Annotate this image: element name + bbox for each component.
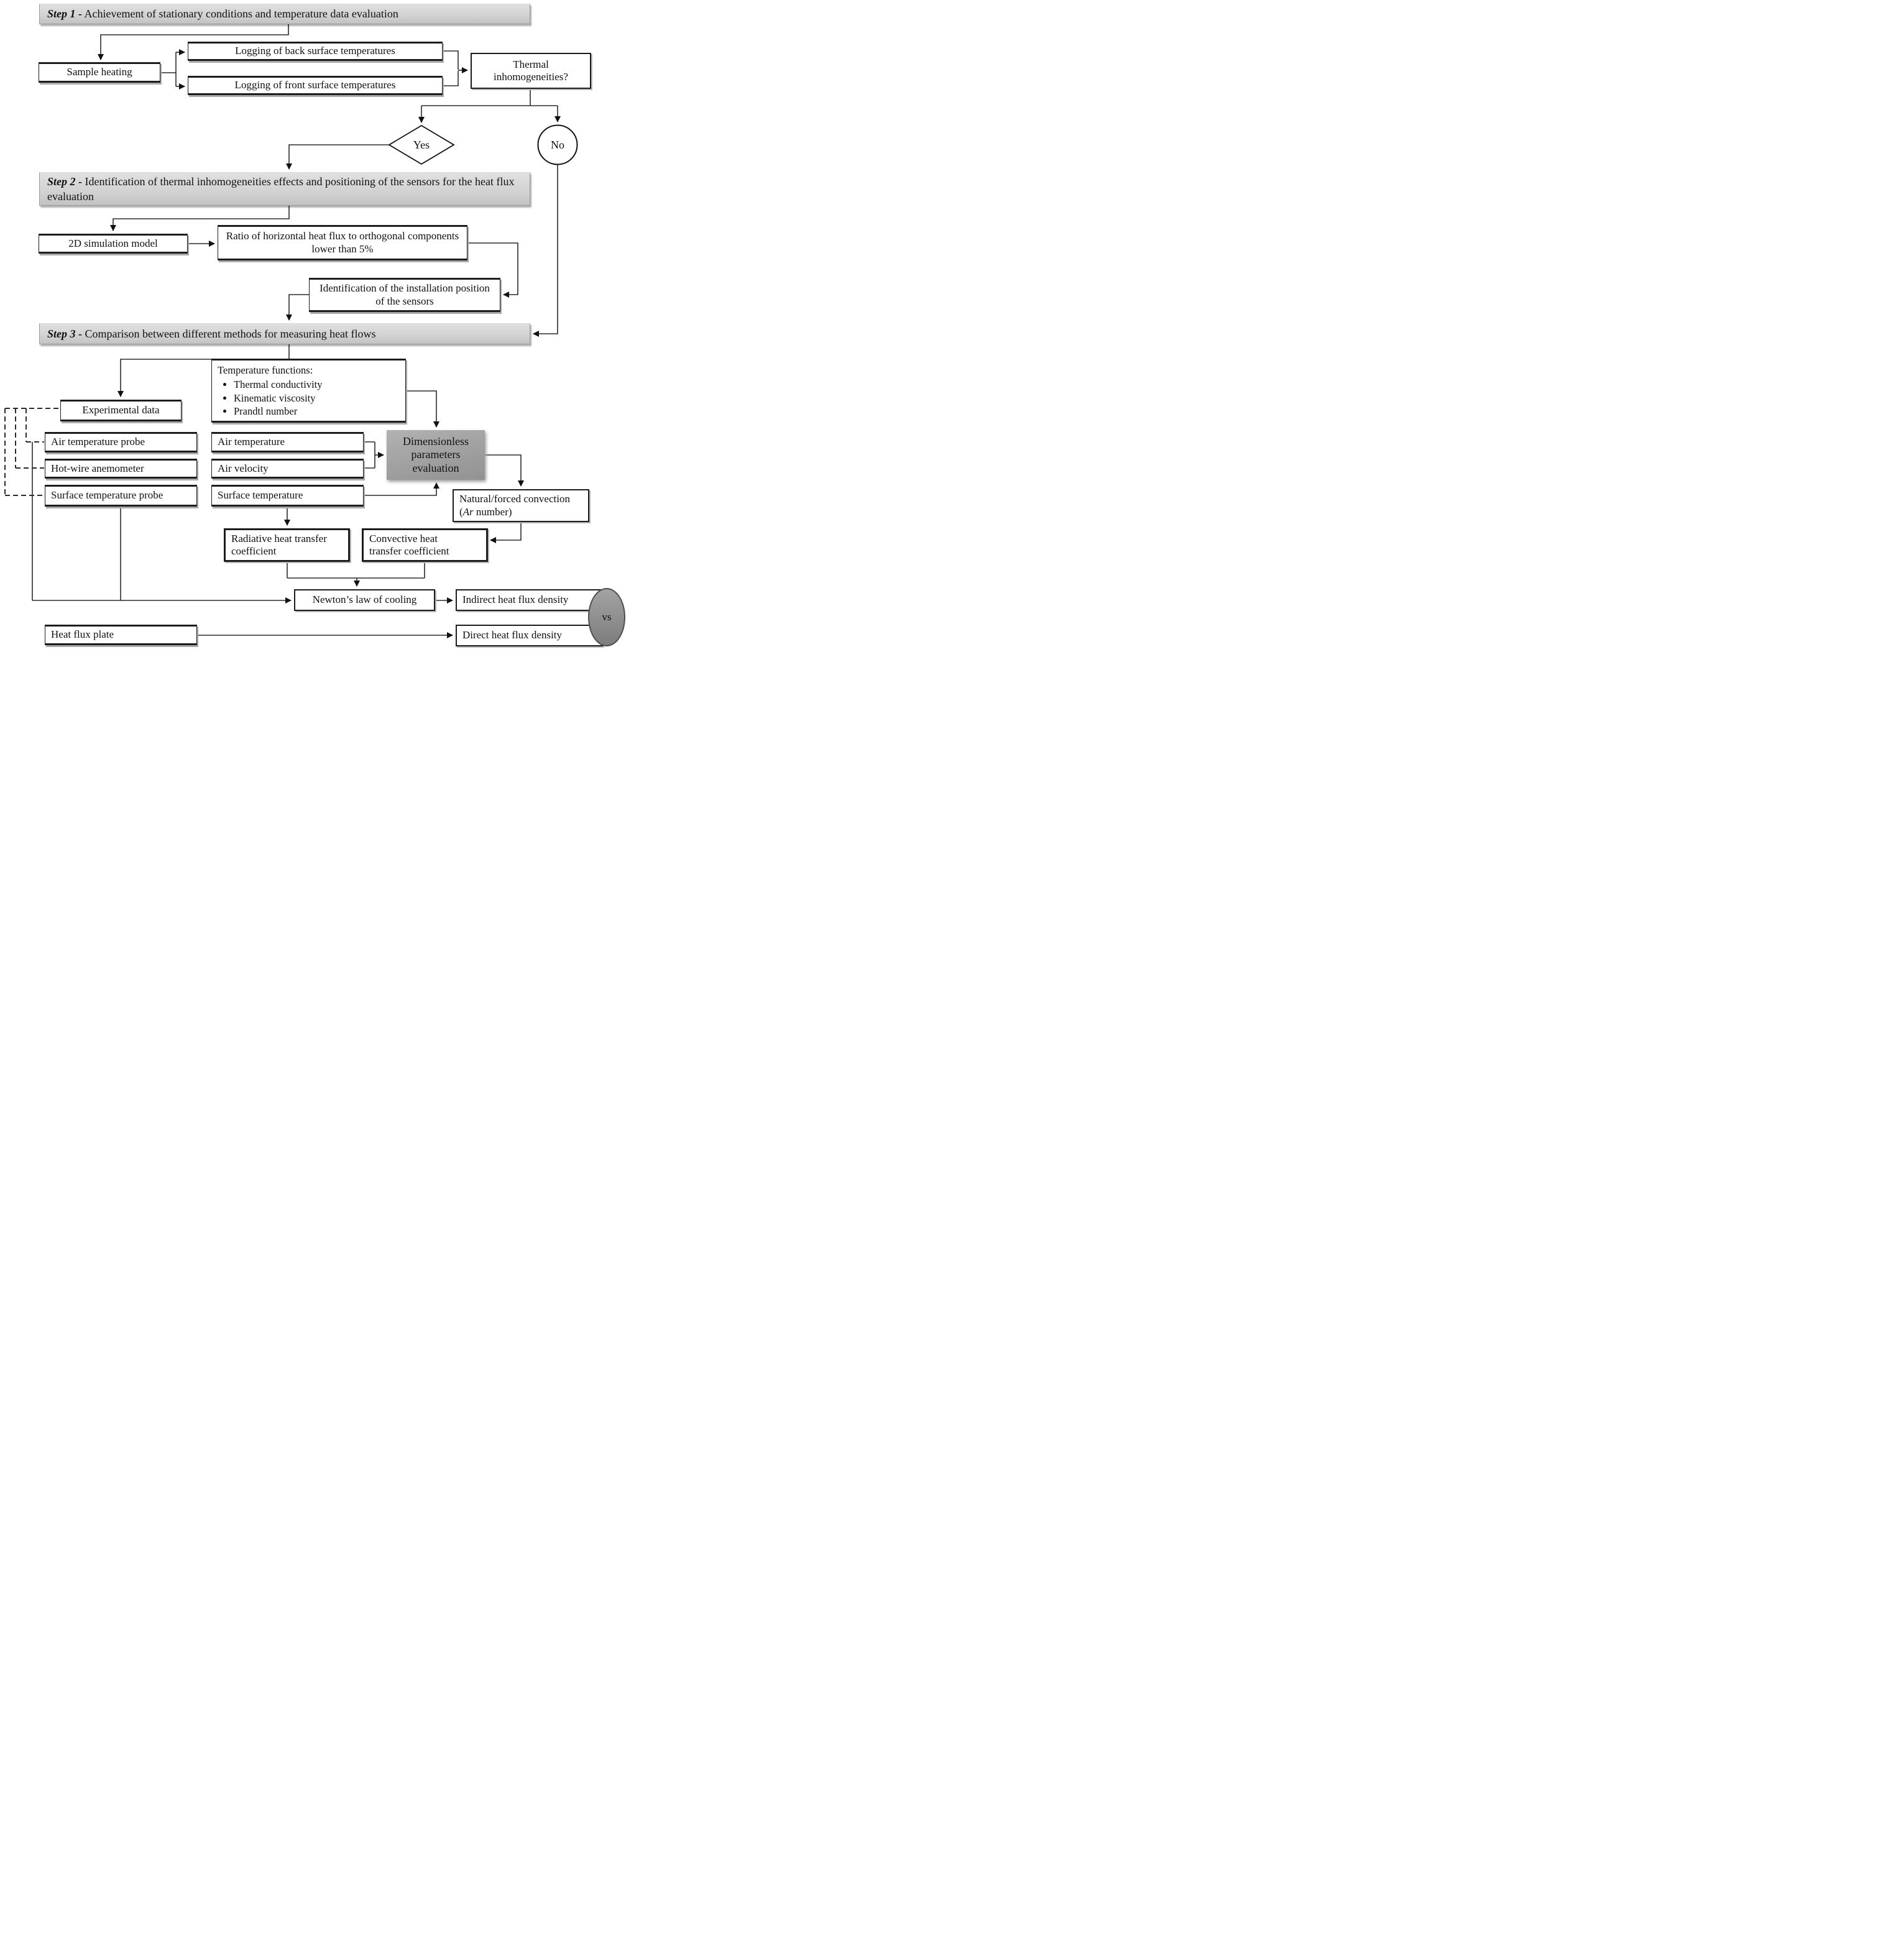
convection-regime-text-2: number) (473, 505, 512, 518)
heat-flux-plate-box (45, 625, 197, 645)
direct-flux-label: Direct heat flux density (462, 629, 563, 641)
indirect-flux-box (456, 589, 603, 611)
sample-heating-box (39, 62, 160, 83)
edge-surface-dimensionless (364, 483, 436, 495)
temperature-function-item: • Prandtl number (234, 405, 400, 417)
sample-heating-label: Sample heating (67, 66, 132, 78)
thermal-inhomogeneities-box (471, 53, 591, 89)
edge-measure-bracket (364, 442, 375, 468)
air-velocity-box (211, 459, 364, 479)
newton-law-label: Newton’s law of cooling (312, 594, 417, 606)
simulation-model-label: 2D simulation model (68, 237, 158, 249)
heat-flux-plate-label: Heat flux plate (51, 628, 114, 641)
flowchart-canvas (0, 0, 635, 652)
step2-label: Step 2 - (47, 175, 82, 188)
air-velocity-label: Air velocity (218, 462, 269, 474)
thermal-inhomogeneities-label: Thermal inhomogeneities? (494, 58, 568, 83)
step1-bar (39, 4, 530, 24)
simulation-model-box (39, 234, 188, 254)
edge-convection-convective (490, 522, 521, 540)
edge-coefficients-join (287, 562, 425, 578)
step1-label: Step 1 - (47, 7, 82, 21)
edge-installation-step3 (289, 295, 309, 320)
ratio-label: Ratio of horizontal heat flux to orthogonal components lower than 5% (226, 230, 459, 255)
step3-bar (39, 323, 530, 344)
no-label: No (551, 138, 564, 151)
installation-position-box (309, 278, 500, 312)
radiative-coefficient-box (224, 528, 350, 562)
air-temperature-label: Air temperature (218, 436, 285, 448)
ratio-box (218, 225, 467, 260)
newton-law-box (294, 589, 435, 611)
convective-coefficient-label: Convective heat transfer coefficient (369, 532, 449, 557)
installation-position-label: Identification of the installation position of the sensors (320, 282, 490, 307)
convection-regime-label (459, 493, 573, 518)
temperature-function-item: • Kinematic viscosity (234, 392, 400, 404)
convection-regime-box (453, 489, 589, 522)
air-temperature-box (211, 432, 364, 452)
vs-label: vs (602, 611, 612, 623)
edge-tempfunc-dimensionless (406, 391, 436, 427)
vs-badge (588, 588, 625, 646)
edge-yes-step2 (289, 145, 389, 169)
indirect-flux-label: Indirect heat flux density (462, 594, 569, 606)
step2-bar (39, 172, 530, 206)
air-probe-label: Air temperature probe (51, 436, 145, 448)
direct-flux-box (456, 625, 603, 646)
experimental-data-box (60, 400, 182, 421)
logging-front-label: Logging of front surface temperatures (234, 79, 396, 91)
hot-wire-box (45, 459, 197, 479)
surface-probe-label: Surface temperature probe (51, 489, 163, 502)
edge-logging-join (443, 51, 458, 86)
logging-back-box (188, 42, 443, 61)
step3-label: Step 3 - (47, 327, 82, 340)
logging-back-label: Logging of back surface temperatures (235, 45, 395, 57)
dimensionless-label: Dimensionless parameters evaluation (403, 435, 469, 474)
hot-wire-label: Hot-wire anemometer (51, 462, 144, 474)
step1-text: Achievement of stationary conditions and temperature data evaluation (84, 7, 398, 21)
temperature-functions-list (223, 379, 400, 417)
surface-probe-box (45, 485, 197, 507)
surface-temperature-label: Surface temperature (218, 489, 303, 502)
temperature-functions-box (211, 359, 406, 423)
edge-sample-split (160, 52, 176, 86)
yes-label: Yes (413, 138, 430, 151)
step3-text: Comparison between different methods for measuring heat flows (85, 327, 376, 340)
air-probe-box (45, 432, 197, 452)
ar-number-symbol: Ar (462, 505, 474, 518)
logging-front-box (188, 76, 443, 95)
convective-coefficient-box (362, 528, 488, 562)
convection-regime-text: Natural/forced convection ( (459, 493, 570, 518)
temperature-function-item: • Thermal conductivity (234, 379, 400, 390)
edge-no-step3 (533, 165, 558, 334)
radiative-coefficient-label: Radiative heat transfer coefficient (231, 532, 327, 557)
edge-dimensionless-convection (485, 455, 521, 486)
surface-temperature-box (211, 485, 364, 507)
temperature-functions-title: Temperature functions: (218, 364, 313, 376)
experimental-data-label: Experimental data (82, 404, 160, 416)
step2-text: Identification of thermal inhomogeneities effects and positioning of the sensors for the heat flux evaluation (47, 175, 515, 203)
dimensionless-box (387, 430, 485, 480)
